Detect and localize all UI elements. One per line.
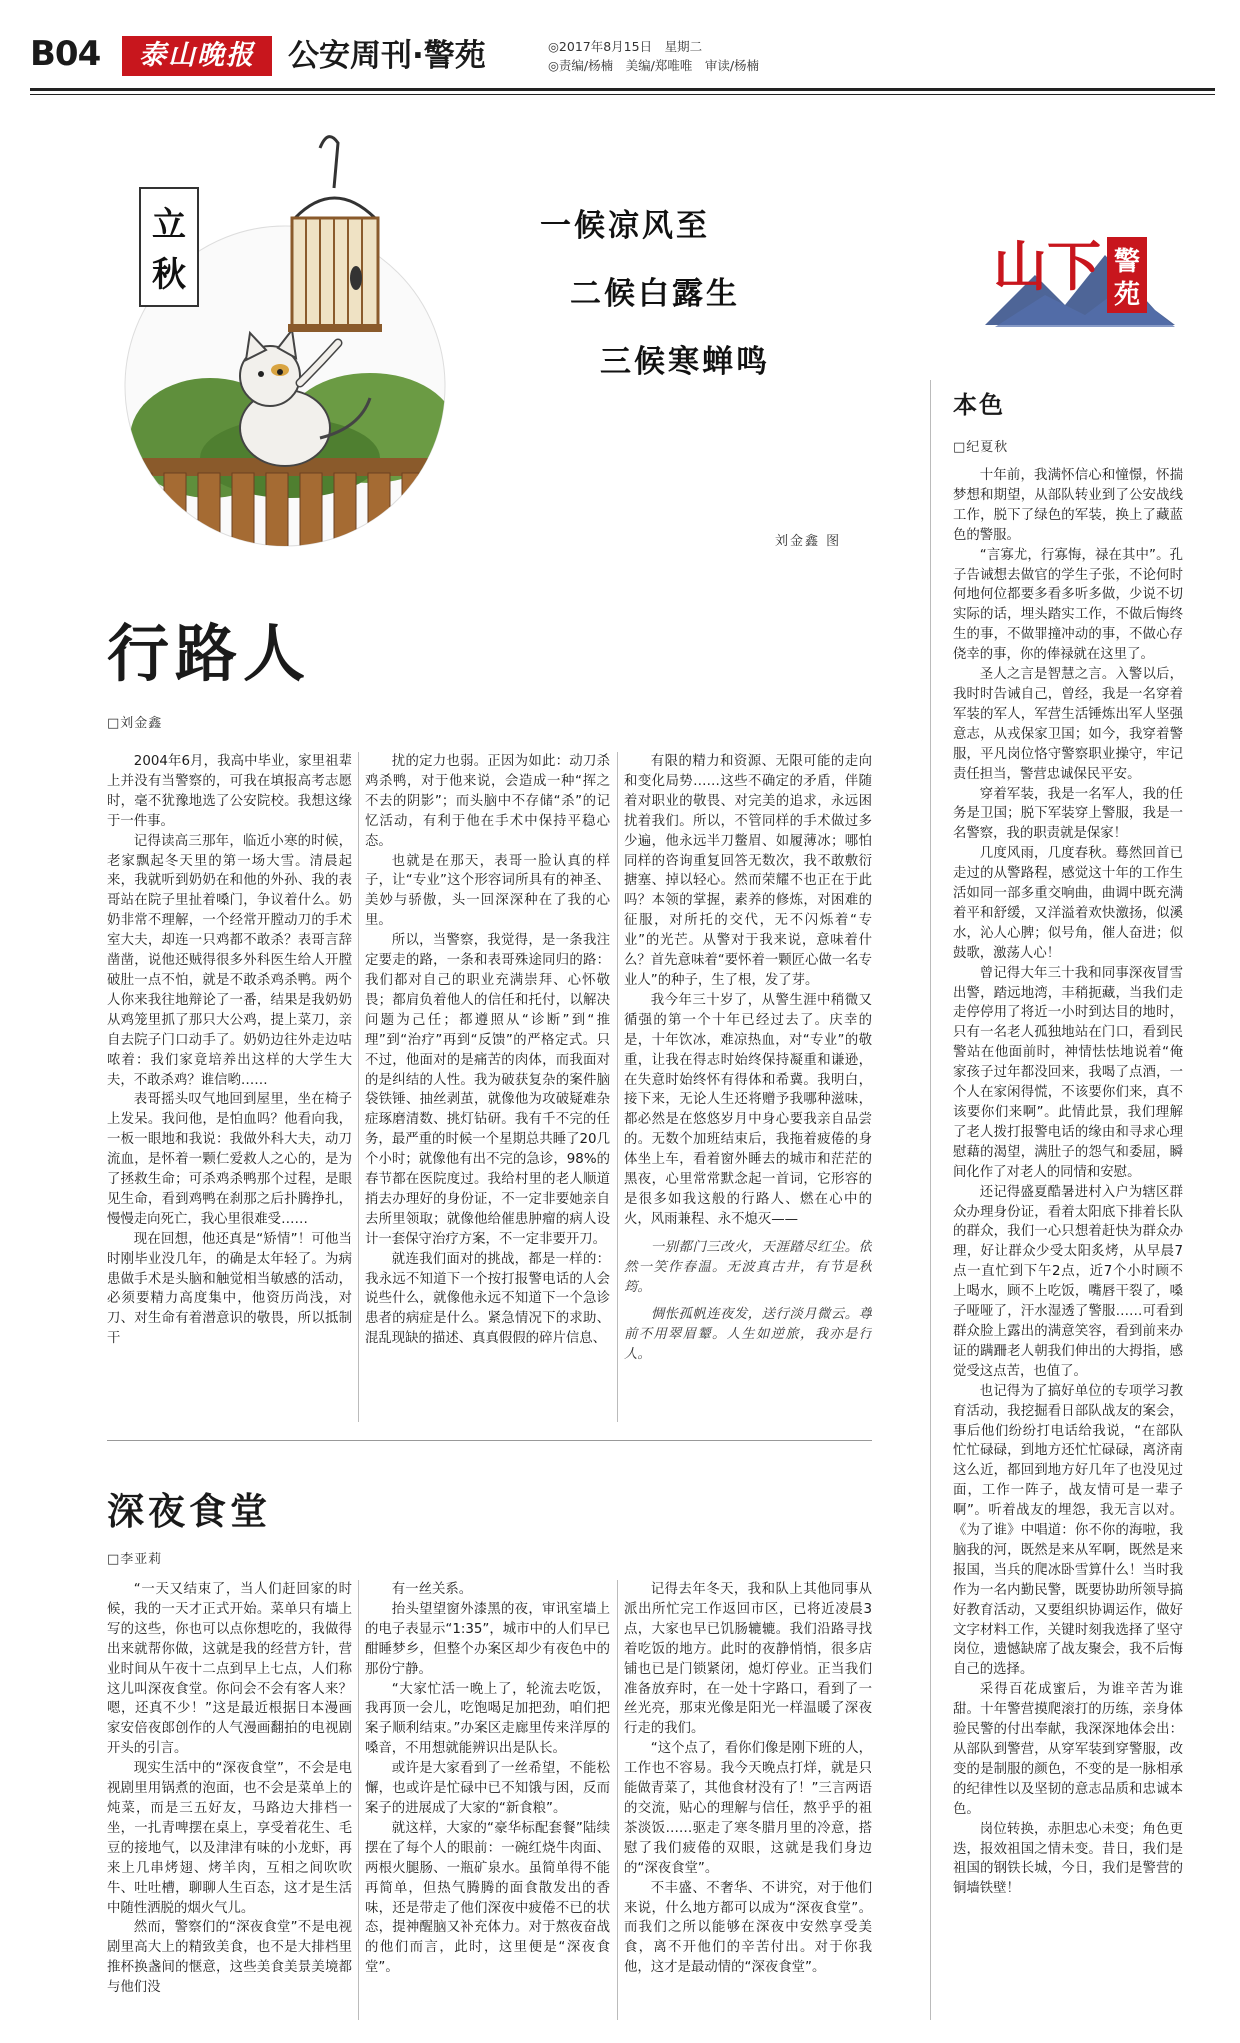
- paragraph: 扰的定力也弱。正因为如此：动刀杀鸡杀鸭，对于他来说，会造成一种“挥之不去的阴影”；而头脑中不存储“杀”的记忆活动，有利于他在手术中保持平稳心态。: [365, 754, 610, 849]
- paragraph: “大家忙活一晚上了，轮流去吃饭，我再顶一会儿，吃饱喝足加把劲，咱们把案子顺利结束。”办案区走廊里传来洋厚的嗓音，不用想就能辨识出是队长。: [365, 1681, 610, 1757]
- paragraph: 也就是在那天，表哥一脸认真的样子，让“专业”这个形容词所具有的神圣、美妙与骄傲，头一回深深种在了我的心里。: [365, 853, 610, 929]
- paragraph: 采得百花成蜜后，为谁辛苦为谁甜。十年警营摸爬滚打的历练，亲身体验民警的付出奉献，我深深地体会出：从部队到警营，从穿军装到穿警服，改变的是制服的颜色，不变的是一脉相承的纪律性以及坚韧的意志品质和忠诚本色。: [953, 1682, 1183, 1817]
- paragraph: 我今年三十岁了，从警生涯中稍微又循强的第一个十年已经过去了。庆幸的是，十年饮冰，难凉热血，对“专业”的敬重，让我在得志时始终保持凝重和谦逊，在失意时始终怀有得体和希冀。我明白，接下来，无论人生还将赠予我哪种滋味，都必然是在悠悠岁月中身心要我亲自品尝的。无数个加班结束后，我拖着疲倦的身体坐上车，看着窗外睡去的城市和茫茫的黑夜，心里常常默念起一首词，它形容的是很多如我这般的行路人、燃在心中的火，风雨兼程、永不熄灭——: [624, 992, 872, 1227]
- paragraph: 记得读高三那年，临近小寒的时候，老家飘起冬天里的第一场大雪。清晨起来，我就听到奶奶在和他的外孙、我的表哥站在院子里扯着嗓门，争议着什么。奶奶非常不理解，一个经常开膛动刀的手术室大夫，却连一只鸡都不敢杀？表哥言辞凿凿，说他还贼得很多外科医生给人开膛破肚一点不怕，就是不敢杀鸡杀鸭。两个人你来我往地辩论了一番，结果是我奶奶从鸡笼里抓了那只大公鸡，提上菜刀，亲自去院子门口动手了。奶奶边往外走边咕哝着：我们家竟培养出这样的大学生大夫，不敢杀鸡？谁信哟……: [107, 833, 352, 1088]
- byline-shenye: □李亚莉: [107, 1552, 163, 1567]
- date-line: ◎2017年8月15日 星期二: [548, 39, 703, 54]
- article-xinglu-col1: [107, 752, 352, 1424]
- section-divider: [107, 1440, 872, 1441]
- paragraph: “这个点了，看你们像是刚下班的人，工作也不容易。我今天晚点打烊，就是只能做青菜了，其他食材没有了！”三言两语的交流，贴心的理解与信任，熬乎乎的祖茶淡饭……驱走了寒冬腊月里的冷意，搭慰了我们疲倦的双眼，这就是我们身边的“深夜食堂”。: [624, 1741, 872, 1876]
- byline-xinglu: □刘金鑫: [107, 716, 163, 731]
- verse-3: 三候寒蝉鸣: [600, 344, 770, 380]
- paragraph: 曾记得大年三十我和同事深夜冒雪出警，踏远地湾，丰稍扼藏，当我们走走停停用了将近一小时到达目的地时，只有一名老人孤独地站在门口，看到民警站在他面前时，神情怯怯地说着“俺家孩子过年都没回来，我喝了点酒，一个人在家闲得慌，不该要你们来，真不该要你们来啊”。此情此景，我们理解了老人拨打报警电话的缘由和寻求心理慰藉的渴望，满肚子的怨气和委屈，瞬间化作了对老人的同情和安慰。: [953, 965, 1183, 1180]
- article-bense-body: [953, 466, 1183, 2022]
- editors-line: ◎责编/杨楠 美编/郑唯唯 审读/杨楠: [548, 58, 760, 73]
- article-shenye-col3: [624, 1580, 872, 2020]
- column-logo-small-1: 警: [1113, 247, 1141, 277]
- article-title-bense: 本色: [953, 390, 1005, 419]
- paragraph: “一天又结束了，当人们赶回家的时候，我的一天才正式开始。菜单只有墙上写的这些，你也可以点你想吃的，我做得出来就帮你做，这就是我的经营方针，营业时间从午夜十二点到早上七点，人们称这儿叫深夜食堂。你问会不会有客人来？嗯，还真不少！”这是最近根据日本漫画家安倍夜郎创作的人气漫画翻拍的电视剧开头的引言。: [107, 1582, 352, 1757]
- paragraph: 2004年6月，我高中毕业，家里祖辈上并没有当警察的，可我在填报高考志愿时，毫不犹豫地选了公安院校。我想这缘于一件事。: [107, 754, 352, 829]
- paragraph: 所以，当警察，我觉得，是一条我注定要走的路，一条和表哥殊途同归的路：我们都对自己的职业充满崇拜、心怀敬畏；都肩负着他人的信任和托付，以解决问题为己任；都遵照从“诊断”到“推理”到“治疗”再到“反馈”的严格定式。只不过，他面对的是痛苦的肉体，而我面对的是纠结的人性。我为破获复杂的案件脑袋铁锤、抽丝剥茧，就像他为攻破疑难杂症琢磨清数、挑灯钻研。我有千不完的任务，最严重的时候一个星期总共睡了20几个小时；就像他有出不完的急诊，98%的春节都在医院度过。我给村里的老人顺道捎去办理好的身份证，不一定非要她亲自去所里领取；就像他给催患肿瘤的病人设计一套保守治疗方案，不一定非要开刀。: [365, 933, 610, 1247]
- article-shenye-col2: [365, 1580, 610, 2020]
- paragraph: 穿着军装，我是一名军人，我的任务是卫国；脱下军装穿上警服，我是一名警察，我的职责就是保家！: [953, 786, 1183, 842]
- masthead-rule-thin: [30, 94, 1215, 95]
- article-xinglu-col3: [624, 752, 872, 1424]
- illustration-credit: 刘金鑫 图: [775, 534, 842, 549]
- paragraph: 记得去年冬天，我和队上其他同事从派出所忙完工作返回市区，已将近凌晨3点，大家也早已饥肠辘辘。我们沿路寻找着吃饭的地方。此时的夜静悄悄，很多店铺也已是门锁紧闭，熄灯停业。正当我们准备放弃时，在一处十字路口，看到了一丝光亮，那束光像是阳光一样温暖了深夜行走的我们。: [624, 1582, 872, 1737]
- paragraph: 几度风雨，几度春秋。蓦然回首已走过的从警路程，感觉这十年的工作生活如同一部多重交响曲，曲调中既充满着平和舒缓，又洋溢着欢快激扬，似溪水，沁人心脾；似号角，催人奋进；似鼓歌，激荡人心！: [953, 846, 1183, 961]
- paragraph: 表哥摇头叹气地回到屋里，坐在椅子上发呆。我问他，是怕血吗？他看向我，一板一眼地和我说：我做外科大夫，动刀流血，是怀着一颗仁爱救人之心的，是为了拯救生命；可杀鸡杀鸭那个过程，是眼见生命，看到鸡鸭在刹那之后扑腾挣扎，慢慢走向死亡，我心里很难受……: [107, 1092, 352, 1227]
- paragraph: 不丰盛、不奢华、不讲究，对于他们来说，什么地方都可以成为“深夜食堂”。而我们之所以能够在深夜中安然享受美食，离不开他们的辛苦付出。对于你我他，这才是最动情的“深夜食堂”。: [624, 1880, 872, 1976]
- column-divider: [358, 1580, 359, 2020]
- paragraph: 还记得盛夏酷暑进村入户为辖区群众办理身份证，看着太阳底下排着长队的群众，我们一心只想着赶快为群众办理，好让群众少受太阳炙烤，从早晨7点一直忙到下午2点，近7个小时顾不上喝水，顾不上吃饭，嘴唇干裂了，嗓子哑哑了，汗水湿透了警服……可看到群众脸上露出的满意笑容，看到前来办证的蹒跚老人朝我们伸出的大拇指，感觉受这点苦，也值了。: [953, 1184, 1183, 1379]
- paragraph: 也记得为了搞好单位的专项学习教育活动，我挖掘看日部队战友的案会，事后他们纷纷打电话给我说，“在部队忙忙碌碌，到地方还忙忙碌碌，离济南这么近，都回到地方好几年了也没见过面，工作一阵子，战友情可是一辈子啊”。听着战友的埋怨，我无言以对。《为了谁》中唱道：你不你的海啦，我脑我的河，既然是来从军啊，既然是来报国，当兵的爬冰卧雪算什么！当时我作为一名内勤民警，既要协助所领导搞好教育活动，又要组织协调运作，做好文字材料工作，关键时刻我选择了坚守岗位，遗憾缺席了战友聚会，我不后悔自己的选择。: [953, 1383, 1183, 1678]
- masthead-rule: [30, 88, 1215, 91]
- solar-term-illustration: [120, 128, 450, 548]
- poem-line: 惆怅孤帆连夜发，送行淡月微云。尊前不用翠眉颦。人生如逆旅，我亦是行人。: [624, 1307, 872, 1363]
- sidebar-divider: [930, 380, 931, 2020]
- article-title-shenye: 深夜食堂: [107, 1489, 271, 1533]
- paragraph: “言寡尤，行寡悔，禄在其中”。孔子告诫想去做官的学生子张，不论何时何地何位都要多看多听多做，少说不切实际的话，埋头踏实工作，不做后悔终生的事，不做罪撞冲动的事，不做心存侥幸的事，你的俸禄就在这里了。: [953, 547, 1183, 663]
- paragraph: 就连我们面对的挑战，都是一样的：我永远不知道下一个按打报警电话的人会说些什么，就像他永远不知道下一个急诊患者的病症是什么。紧急情况下的求助、混乱现缺的描述、真真假假的碎片信息、: [365, 1251, 610, 1347]
- paragraph: 就这样，大家的“豪华标配套餐”陆续摆在了每个人的眼前：一碗红烧牛肉面、两根火腿肠、一瓶矿泉水。虽简单得不能再简单，但热气腾腾的面食散发出的香味，还是带走了他们深夜中疲倦不已的状态，提神醒脑又补充体力。对于熬夜奋战的他们而言，此时，这里便是“深夜食堂”。: [365, 1820, 610, 1976]
- paper-logo: 泰山晚报: [122, 36, 272, 76]
- poem-line: 一别都门三改火，天涯踏尽红尘。依然一笑作春温。无波真古井，有节是秋筠。: [624, 1239, 872, 1295]
- verse-2: 二候白露生: [570, 276, 740, 312]
- paragraph: 十年前，我满怀信心和憧憬，怀揣梦想和期望，从部队转业到了公安战线工作，脱下了绿色的军装，换上了藏蓝色的警服。: [953, 468, 1183, 543]
- column-logo-small-2: 苑: [1113, 280, 1141, 310]
- article-title-xinglu: 行路人: [107, 617, 312, 690]
- article-shenye-col1: [107, 1580, 352, 2020]
- article-xinglu-col2: [365, 752, 610, 1424]
- paragraph: 然而，警察们的“深夜食堂”不是电视剧里高大上的精致美食，也不是大排档里推杯换盏间的惬意，这些美食美景美境都与他们没: [107, 1920, 352, 1996]
- paragraph: 或许是大家看到了一丝希望，不能松懈，也或许是忙碌中已不知饿与困，反而案子的进展成了大家的“新食粮”。: [365, 1761, 610, 1816]
- column-logo: [975, 215, 1185, 345]
- masthead: [30, 30, 1215, 84]
- paragraph: 有限的精力和资源、无限可能的走向和变化局势……这些不确定的矛盾，伴随着对职业的敬畏、对完美的追求，永远困扰着我们。所以，不管同样的手术做过多少遍，他永远半刀鳖眉、如履薄冰；哪怕同样的咨询重复回答无数次，我不敢敷衍搪塞、掉以轻心。然而荣耀不也正在于此吗？本领的掌握，素养的修炼，对困难的征服，对所托的交代，无不闪烁着“专业”的光芒。从警对于我来说，意味着什么？首先意味着“要怀着一颗匠心做一名专业人”的种子，生了根，发了芽。: [624, 754, 872, 988]
- column-divider: [617, 752, 618, 1422]
- section-name: 公安周刊·警苑: [288, 38, 486, 74]
- paragraph: 圣人之言是智慧之言。入警以后，我时时告诫自己，曾经，我是一名穿着军装的军人，军营生活锤炼出军人坚强意志，从戎保家卫国；如今，我穿着警服，平凡岗位恪守警察职业操守，牢记责任担当，警营忠诚保民平安。: [953, 667, 1183, 782]
- verse-1: 一候凉风至: [540, 208, 710, 244]
- paragraph: 现实生活中的“深夜食堂”，不会是电视剧里用锅煮的泡面，也不会是菜单上的炖菜，而是三五好友，马路边大排档一坐，一扎青啤摆在桌上，享受着花生、毛豆的接地气，以及津津有味的小龙虾，再来上几串烤翅、烤羊肉，互相之间吹吹牛、吐吐槽，聊聊人生百态，这才是生活中随性洒脱的烟火气儿。: [107, 1761, 352, 1916]
- paragraph: 现在回想，他还真是“矫情”！可他当时刚毕业没几年，的确是太年轻了。为病患做手术是头脑和触觉相当敏感的活动，必须要精力高度集中，他资历尚浅，对刀、对生命有着潜意识的敬畏，所以抵制干: [107, 1231, 352, 1347]
- paragraph: 有一丝关系。: [391, 1582, 473, 1597]
- column-logo-big: 山下: [993, 234, 1101, 298]
- byline-bense: □纪夏秋: [953, 440, 1009, 455]
- column-divider: [358, 752, 359, 1422]
- paragraph: 抬头望望窗外漆黑的夜，审讯室墙上的电子表显示“1:35”，城市中的人们早已酣睡梦乡，但整个办案区却少有夜色中的那份宁静。: [365, 1601, 610, 1677]
- seal-char-2: 秋: [152, 255, 186, 295]
- page-code: B04: [30, 34, 101, 74]
- seal-char-1: 立: [152, 205, 186, 245]
- paragraph: 岗位转换，赤胆忠心未变；角色更迭，报效祖国之情未变。昔日，我们是祖国的钢铁长城，今日，我们是警营的铜墙铁壁！: [953, 1821, 1183, 1897]
- column-divider: [617, 1580, 618, 2020]
